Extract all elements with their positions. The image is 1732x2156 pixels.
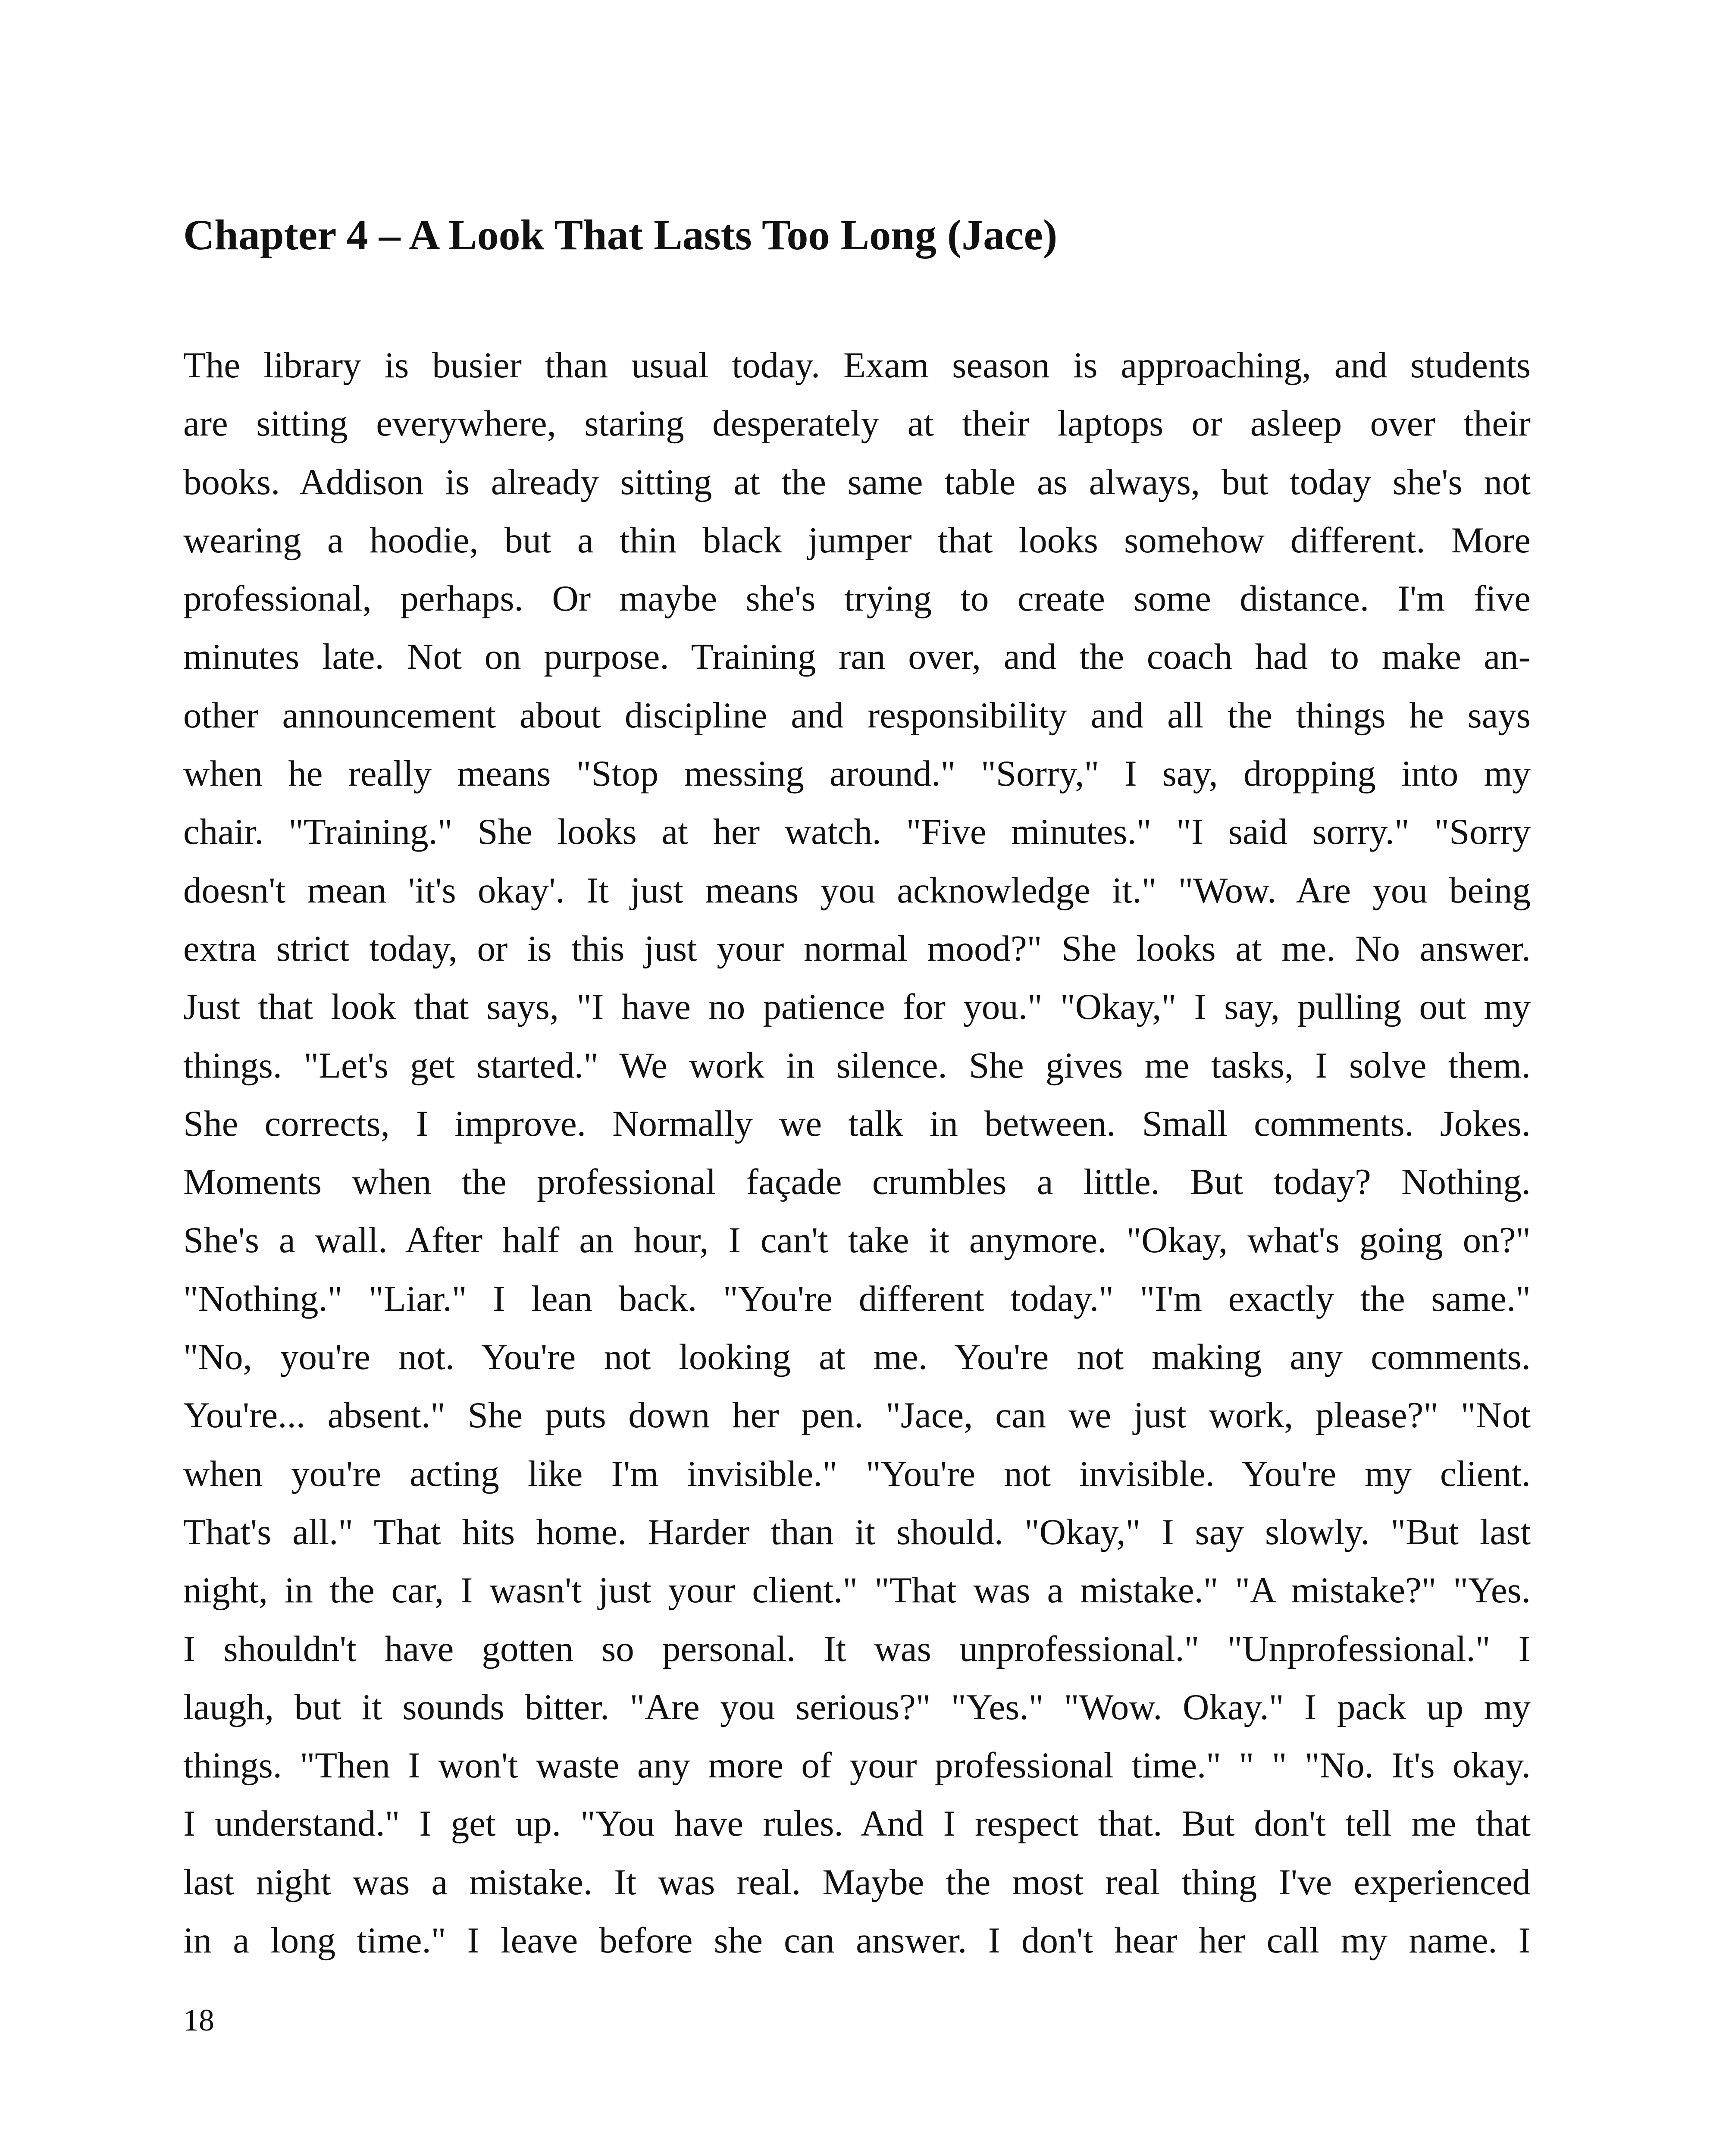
text-line: That's all." That hits home. Harder than it should. "Okay," I say slowly. "But last [183, 1511, 1531, 1552]
text-line: when you're acting like I'm invisible." "You're not invisible. You're my client. [183, 1453, 1531, 1494]
text-line: wearing a hoodie, but a thin black jumper that looks somehow different. More [183, 520, 1531, 561]
text-line: when he really means "Stop messing around." "Sorry," I say, dropping into my [183, 753, 1531, 794]
text-line: last night was a mistake. It was real. Maybe the most real thing I've experienced [183, 1861, 1531, 1902]
text-line: Moments when the professional façade crumbles a little. But today? Nothing. [183, 1162, 1531, 1203]
text-line: You're... absent." She puts down her pen. "Jace, can we just work, please?" "Not [183, 1395, 1531, 1436]
text-line: professional, perhaps. Or maybe she's trying to create some distance. I'm five [183, 578, 1531, 619]
text-line: "No, you're not. You're not looking at me. You're not making any comments. [183, 1337, 1531, 1378]
text-line: The library is busier than usual today. Exam season is approaching, and students [183, 345, 1531, 385]
text-line: I shouldn't have gotten so personal. It was unprofessional." "Unprofessional." I [183, 1628, 1531, 1669]
text-line: in a long time." I leave before she can answer. I don't hear her call my name. I [183, 1920, 1531, 1961]
body-text [183, 336, 1531, 1970]
text-line: I understand." I get up. "You have rules. And I respect that. But don't tell me that [183, 1803, 1531, 1844]
text-line: laugh, but it sounds bitter. "Are you serious?" "Yes." "Wow. Okay." I pack up my [183, 1686, 1531, 1727]
text-line: "Nothing." "Liar." I lean back. "You're different today." "I'm exactly the same." [183, 1278, 1531, 1319]
text-line: things. "Then I won't waste any more of your professional time." " " "No. It's okay. [183, 1745, 1531, 1786]
text-line: minutes late. Not on purpose. Training ran over, and the coach had to make an- [183, 636, 1531, 677]
text-line: other announcement about discipline and responsibility and all the things he says [183, 695, 1531, 736]
text-line: things. "Let's get started." We work in silence. She gives me tasks, I solve them. [183, 1045, 1531, 1086]
text-line: She's a wall. After half an hour, I can't take it anymore. "Okay, what's going on?" [183, 1220, 1531, 1261]
text-line: extra strict today, or is this just your normal mood?" She looks at me. No answer. [183, 928, 1531, 969]
text-line: chair. "Training." She looks at her watch. "Five minutes." "I said sorry." "Sorry [183, 812, 1531, 852]
text-line: She corrects, I improve. Normally we talk in between. Small comments. Jokes. [183, 1103, 1531, 1144]
text-line: night, in the car, I wasn't just your client." "That was a mistake." "A mistake?" "Yes. [183, 1570, 1531, 1611]
chapter-title: Chapter 4 – A Look That Lasts Too Long (Jace) [183, 211, 1058, 259]
page-number: 18 [183, 2003, 214, 2037]
text-line: books. Addison is already sitting at the same table as always, but today she's not [183, 461, 1531, 502]
text-line: doesn't mean 'it's okay'. It just means you acknowledge it." "Wow. Are you being [183, 870, 1531, 911]
text-line: Just that look that says, "I have no patience for you." "Okay," I say, pulling out my [183, 987, 1531, 1028]
text-line: are sitting everywhere, staring desperately at their laptops or asleep over their [183, 403, 1531, 444]
